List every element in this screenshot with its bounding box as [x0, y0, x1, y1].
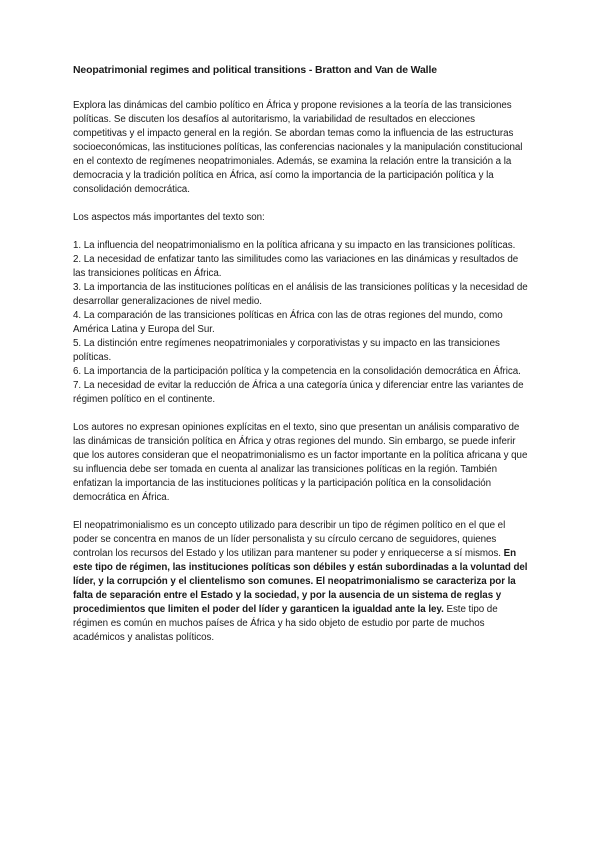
list-item: 4. La comparación de las transiciones políticas en África con las de otras regiones del mundo, como América Latina y Europa del Sur. [73, 310, 503, 335]
paragraph-text: El neopatrimonialismo es un concepto utilizado para describir un tipo de régimen político en el que el poder se concentra en manos de un líder personalista y su círculo cercano de seguidores, quienes controlan los recursos del Estado y los utilizan para mantener su poder y enriquecerse a sí mismos. [73, 520, 506, 559]
spacer [73, 505, 531, 519]
spacer [73, 225, 531, 239]
list-item: 6. La importancia de la participación política y la competencia en la consolidación democrática en África. [73, 366, 521, 377]
list-item: 7. La necesidad de evitar la reducción de África a una categoría única y diferenciar entre las variantes de régimen político en el continente. [73, 380, 524, 405]
list-item: 5. La distinción entre regímenes neopatrimoniales y corporativistas y su impacto en las transiciones políticas. [73, 338, 500, 363]
document-title: Neopatrimonial regimes and political transitions - Bratton and Van de Walle [73, 65, 437, 76]
list-item: 3. La importancia de las instituciones políticas en el análisis de las transiciones políticas y la necesidad de desarrollar generalizaciones de nivel medio. [73, 282, 528, 307]
authors-paragraph: Los autores no expresan opiniones explícitas en el texto, sino que presentan un análisis comparativo de las dinámicas de transición política en África y otras regiones del mundo. Sin embargo, se puede inferir que los autores consideran que el neopatrimonialismo es un factor importante en la política africana y que su influencia debe ser tomada en cuenta al analizar las transiciones políticas en la región. También enfatizan la importancia de las instituciones políticas y la participación política en la consolidación democrática en África. [73, 422, 528, 503]
list-item: 2. La necesidad de enfatizar tanto las similitudes como las variaciones en las dinámicas y resultados de las transiciones políticas en África. [73, 254, 519, 279]
spacer [73, 407, 531, 421]
list-item: 1. La influencia del neopatrimonialismo en la política africana y su impacto en las transiciones políticas. [73, 240, 516, 251]
spacer [73, 197, 531, 211]
document-page [73, 64, 531, 645]
list-heading: Los aspectos más importantes del texto son: [73, 212, 265, 223]
paragraph-text: Este tipo de régimen es común en muchos países de África y ha sido objeto de estudio por parte de muchos académicos y analistas políticos. [73, 604, 498, 643]
intro-paragraph: Explora las dinámicas del cambio político en África y propone revisiones a la teoría de las transiciones políticas. Se discuten los desafíos al autoritarismo, la variabilidad de resultados en elecciones competitivas y el impacto general en la región. Se abordan temas como la influencia de las estructuras socioeconómicas, las instituciones políticas, las conferencias nacionales y la manipulación constitucional en el contexto de regímenes neopatrimoniales. Además, se examina la relación entre la transición a la democracia y la tradición política en África, así como la importancia de la participación política y la consolidación democrática. [73, 100, 523, 195]
paragraph-bold-text: En este tipo de régimen, las instituciones políticas son débiles y están subordinadas a la voluntad del líder, y la corrupción y el clientelismo son comunes. El neopatrimonialismo se caracteriza por la falta de separación entre el Estado y la sociedad, y por la ausencia de un sistema de reglas y procedimientos que limiten el poder del líder y garanticen la igualdad ante la ley. [73, 548, 528, 615]
neopatrimonialism-paragraph [73, 519, 531, 645]
aspects-list [73, 239, 531, 407]
